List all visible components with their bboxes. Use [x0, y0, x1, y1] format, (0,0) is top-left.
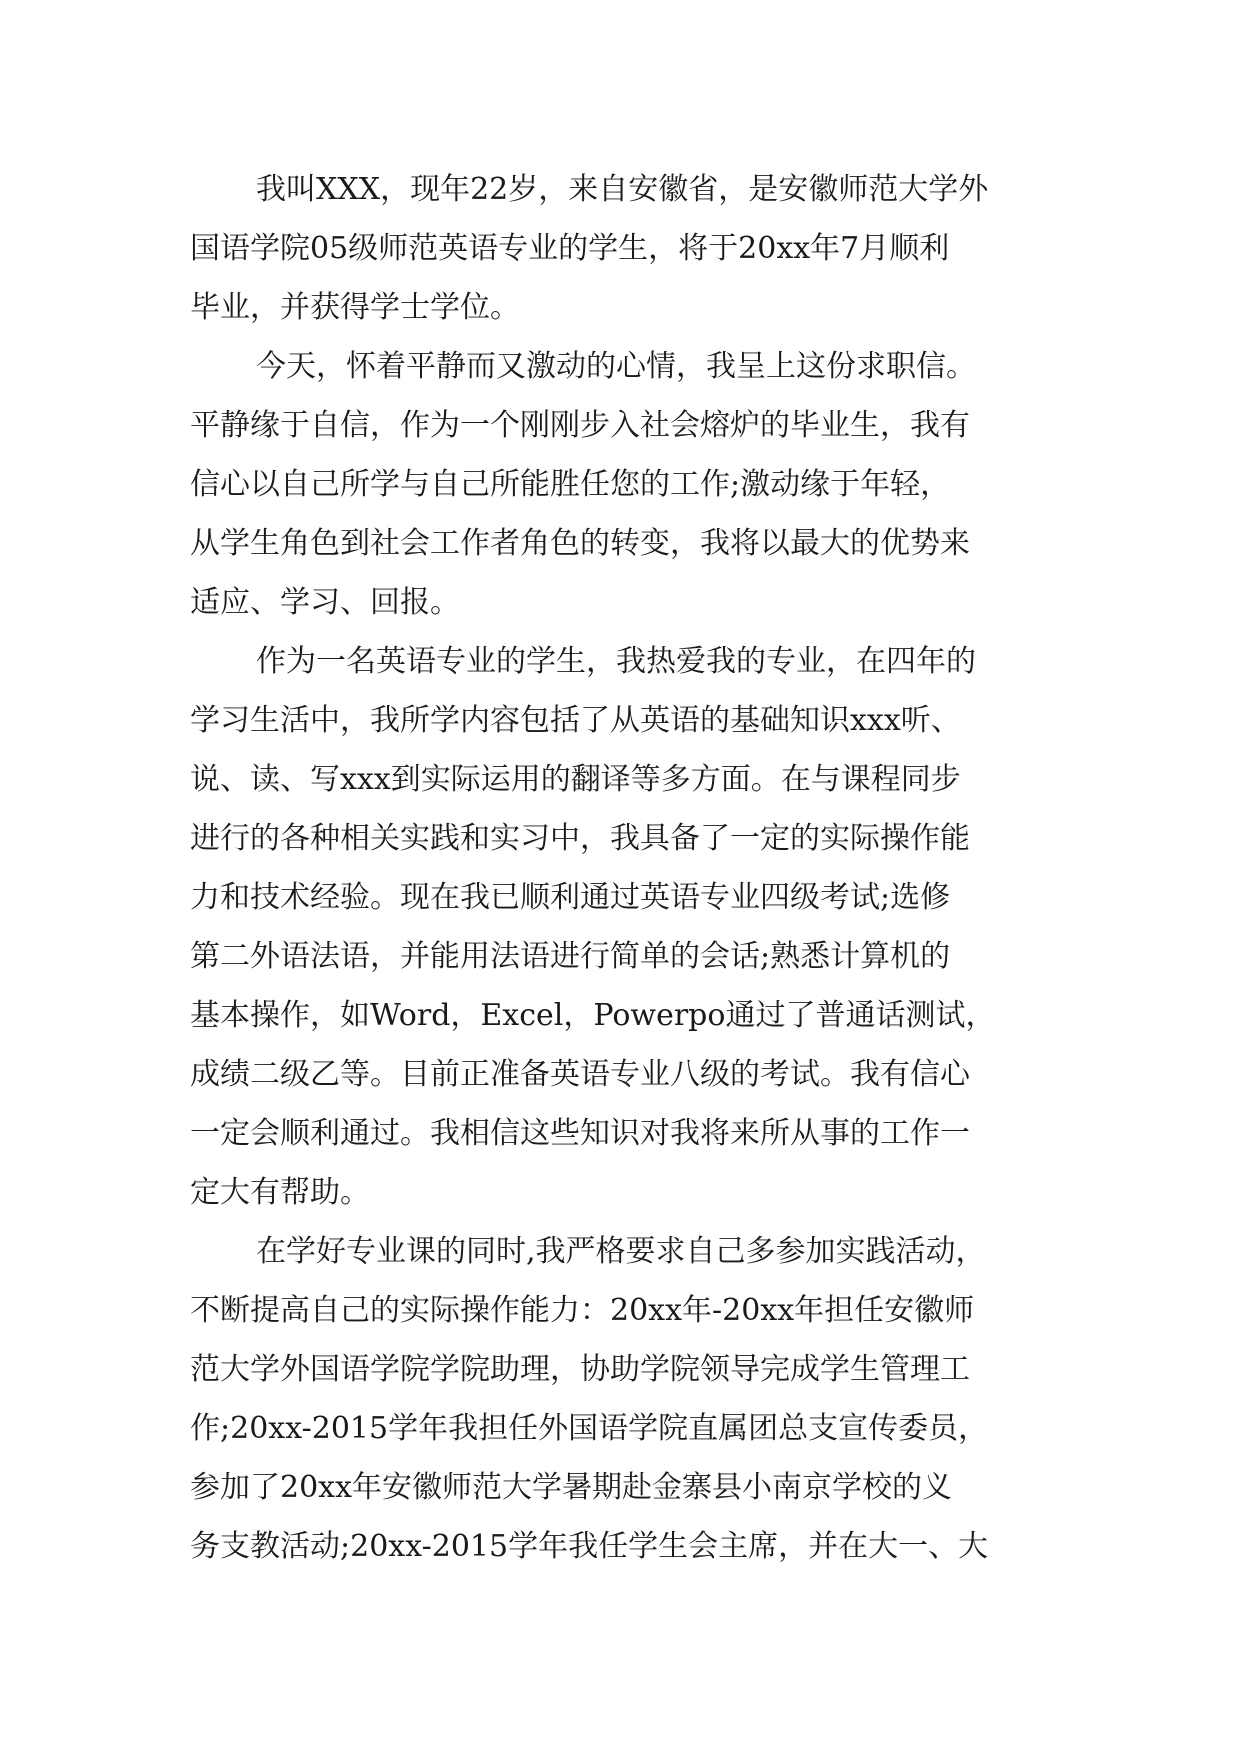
paragraph-2-line-1: 今天，怀着平静而又激动的心情，我呈上这份求职信。 [256, 349, 976, 384]
document-body [190, 160, 1070, 1576]
paragraph-3-line-4: 进行的各种相关实践和实习中，我具备了一定的实际操作能 [190, 821, 970, 856]
paragraph-2-line-5: 适应、学习、回报。 [190, 585, 460, 620]
paragraph-3-line-2: 学习生活中，我所学内容包括了从英语的基础知识xxx听、 [190, 703, 961, 738]
paragraph-1-line-2: 国语学院05级师范英语专业的学生，将于20xx年7月顺利 [190, 231, 950, 266]
paragraph-4-line-2: 不断提高自己的实际操作能力：20xx年-20xx年担任安徽师 [190, 1293, 975, 1328]
paragraph-4-line-1: 在学好专业课的同时,我严格要求自己多参加实践活动， [256, 1234, 986, 1269]
paragraph-3-line-3: 说、读、写xxx到实际运用的翻译等多方面。在与课程同步 [190, 762, 961, 797]
paragraph-4-line-4: 作;20xx-2015学年我担任外国语学院直属团总支宣传委员， [190, 1411, 989, 1446]
paragraph-3-line-1: 作为一名英语专业的学生，我热爱我的专业，在四年的 [256, 644, 976, 679]
paragraph-3-line-5: 力和技术经验。现在我已顺利通过英语专业四级考试;选修 [190, 880, 951, 915]
paragraph-1-line-1: 我叫XXX，现年22岁，来自安徽省，是安徽师范大学外 [256, 172, 989, 207]
paragraph-4-line-6: 务支教活动;20xx-2015学年我任学生会主席，并在大一、大 [190, 1529, 989, 1564]
paragraph-3-line-7: 基本操作，如Word，Excel，Powerpo通过了普通话测试， [190, 998, 996, 1033]
paragraph-4-line-5: 参加了20xx年安徽师范大学暑期赴金寨县小南京学校的义 [190, 1470, 953, 1505]
paragraph-3-line-9: 一定会顺利通过。我相信这些知识对我将来所从事的工作一 [190, 1116, 970, 1151]
paragraph-3-line-8: 成绩二级乙等。目前正准备英语专业八级的考试。我有信心 [190, 1057, 970, 1092]
paragraph-2-line-3: 信心以自己所学与自己所能胜任您的工作;激动缘于年轻， [190, 467, 951, 502]
paragraph-3-line-6: 第二外语法语，并能用法语进行简单的会话;熟悉计算机的 [190, 939, 951, 974]
paragraph-4-line-3: 范大学外国语学院学院助理，协助学院领导完成学生管理工 [190, 1352, 970, 1387]
paragraph-1-line-3: 毕业，并获得学士学位。 [190, 290, 520, 325]
paragraph-2-line-2: 平静缘于自信，作为一个刚刚步入社会熔炉的毕业生，我有 [190, 408, 970, 443]
paragraph-3-line-10: 定大有帮助。 [190, 1175, 370, 1210]
paragraph-2-line-4: 从学生角色到社会工作者角色的转变，我将以最大的优势来 [190, 526, 970, 561]
